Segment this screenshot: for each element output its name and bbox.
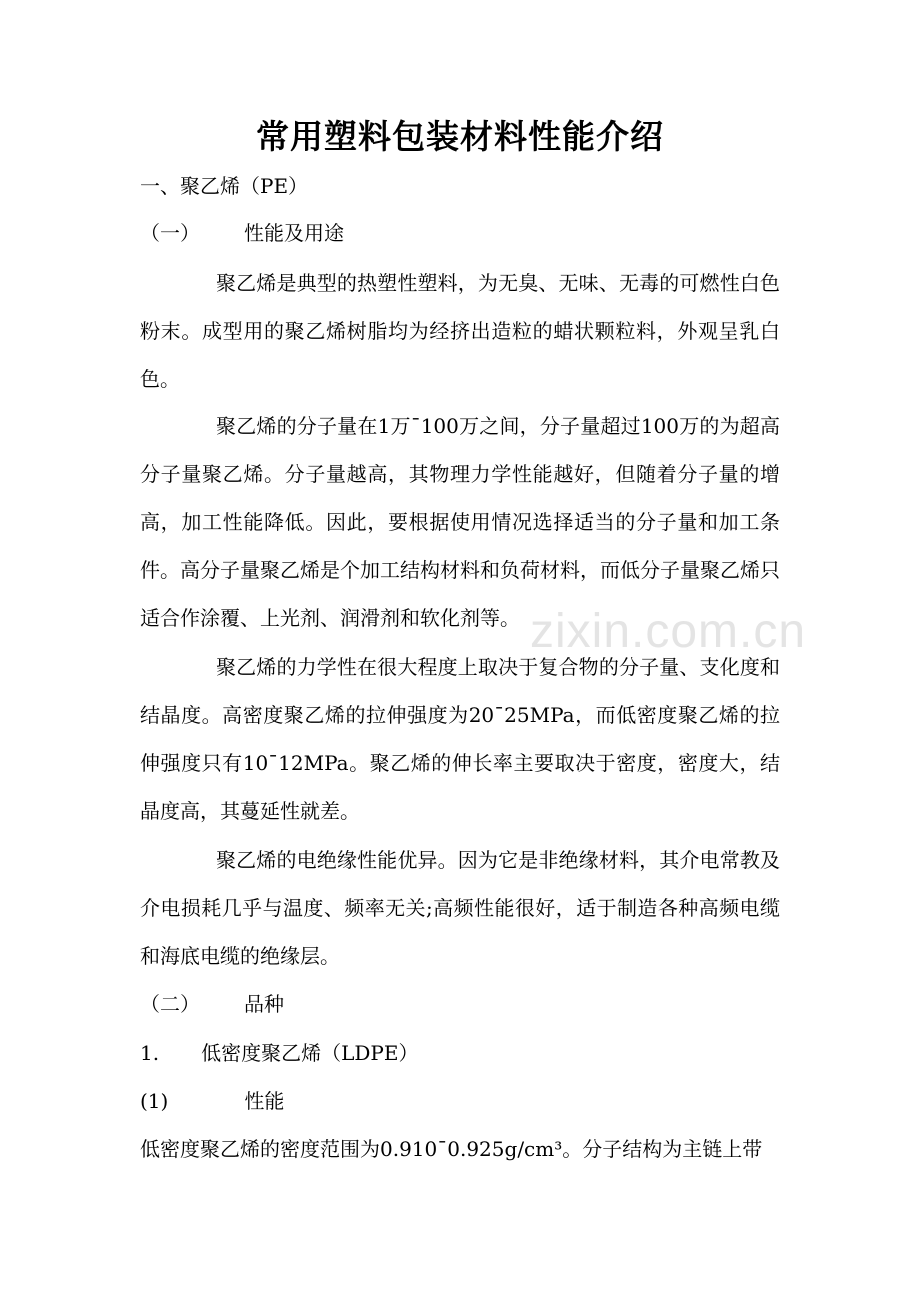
item-heading-ldpe [140,1037,418,1069]
subsection-heading-varieties [140,988,284,1020]
subsection-heading-properties [140,217,344,249]
section-heading-polyethylene: 一、聚乙烯（PE） [140,174,309,198]
paragraph-electrical: 聚乙烯的电绝缘性能优异。因为它是非绝缘材料，其介电常教及介电损耗几乎与温度、频率无关;高频性能很好，适于制造各种高频电缆和海底电缆的绝缘层。 [140,848,780,968]
paragraph-mechanical: 聚乙烯的力学性在很大程度上取决于复合物的分子量、支化度和结晶度。高密度聚乙烯的拉伸强度为20¯25MPa，而低密度聚乙烯的拉伸强度只有10¯12MPa。聚乙烯的伸长率主要取决于密度，密度大，结晶度高，其蔓延性就差。 [140,655,780,823]
document-title: 常用塑料包装材料性能介绍 [256,117,664,156]
item-sub-number: (1) [140,1089,169,1113]
subsection-label: 品种 [244,992,284,1016]
paragraph-molecular-weight: 聚乙烯的分子量在1万¯100万之间，分子量超过100万的为超高分子量聚乙烯。分子量越高，其物理力学性能越好，但随着分子量的增高，加工性能降低。因此，要根据使用情况选择适当的分子量和加工条件。高分子量聚乙烯是个加工结构材料和负荷材料，而低分子量聚乙烯只适合作涂覆、上光剂、润滑剂和软化剂等。 [140,414,780,630]
paragraph-intro: 聚乙烯是典型的热塑性塑料，为无臭、无味、无毒的可燃性白色粉末。成型用的聚乙烯树脂均为经挤出造粒的蜡状颗粒料，外观呈乳白色。 [140,271,780,391]
watermark: zixin.com.cn [530,605,807,658]
subsection-label: 性能及用途 [244,221,344,245]
item-number: 1. [140,1041,160,1065]
subsection-number: （二） [140,992,200,1016]
paragraph-ldpe-density: 低密度聚乙烯的密度范围为0.910¯0.925g/cm³。分子结构为主链上带 [140,1137,763,1161]
item-sub-label: 性能 [244,1089,285,1113]
subsection-number: （一） [140,221,200,245]
item-subheading-properties [140,1085,284,1117]
item-label: 低密度聚乙烯（LDPE） [201,1041,419,1065]
